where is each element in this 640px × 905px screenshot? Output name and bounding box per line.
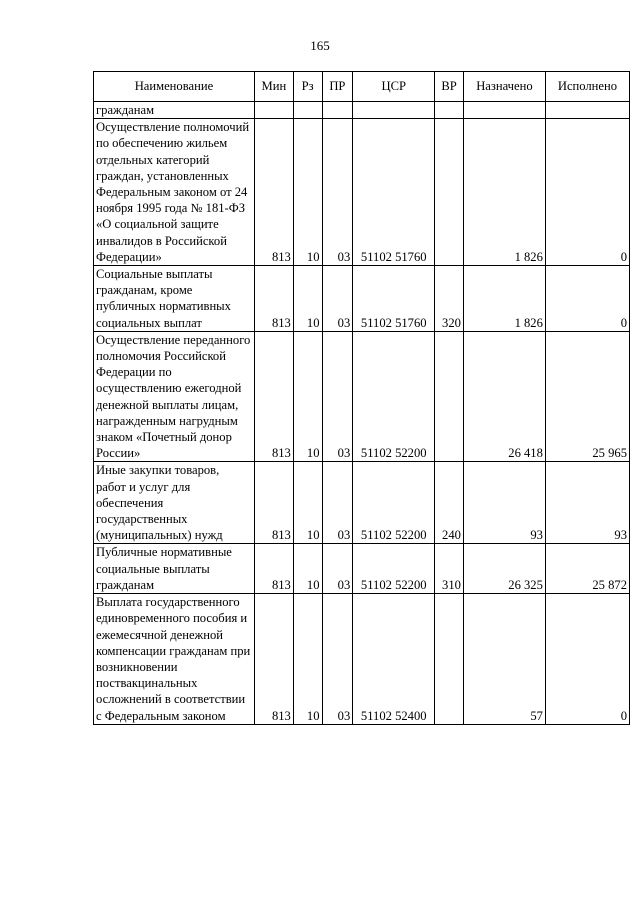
row-assigned: 26 325 — [463, 544, 545, 594]
header-pr: ПР — [322, 72, 353, 102]
row-name: Осуществление полномочий по обеспечению жильем отдельных категорий граждан, установленных Федеральным законом от 24 ноября 1995 года № 181-ФЗ «О социальной защите инвалидов в Российской Федерации» — [94, 119, 255, 266]
table-row — [94, 544, 630, 594]
row-min: 813 — [254, 594, 293, 725]
row-vr — [435, 331, 464, 462]
row-vr — [435, 119, 464, 266]
row-executed: 25 965 — [545, 331, 629, 462]
table-row — [94, 331, 630, 462]
row-rz: 10 — [293, 119, 322, 266]
header-vr: ВР — [435, 72, 464, 102]
row-executed: 25 872 — [545, 544, 629, 594]
header-assigned: Назначено — [463, 72, 545, 102]
budget-table — [93, 71, 630, 725]
row-rz: 10 — [293, 462, 322, 544]
row-executed: 0 — [545, 594, 629, 725]
row-name: Социальные выплаты гражданам, кроме публичных нормативных социальных выплат — [94, 266, 255, 332]
header-row — [94, 72, 630, 102]
row-pr: 03 — [322, 544, 353, 594]
row-min: 813 — [254, 266, 293, 332]
row-pr: 03 — [322, 462, 353, 544]
row-vr: 240 — [435, 462, 464, 544]
row-vr: 310 — [435, 544, 464, 594]
row-executed: 93 — [545, 462, 629, 544]
row-assigned: 93 — [463, 462, 545, 544]
row-name: Иные закупки товаров, работ и услуг для обеспечения государственных (муниципальных) нужд — [94, 462, 255, 544]
row-rz: 10 — [293, 266, 322, 332]
header-rz: Рз — [293, 72, 322, 102]
table-row — [94, 462, 630, 544]
row-rz: 10 — [293, 544, 322, 594]
continuation-row — [94, 102, 630, 119]
table-row — [94, 119, 630, 266]
header-name: Наименование — [94, 72, 255, 102]
row-csr: 51102 51760 — [353, 266, 435, 332]
row-rz: 10 — [293, 594, 322, 725]
row-csr: 51102 52200 — [353, 462, 435, 544]
row-csr: 51102 51760 — [353, 119, 435, 266]
row-executed: 0 — [545, 266, 629, 332]
row-min: 813 — [254, 544, 293, 594]
row-min: 813 — [254, 331, 293, 462]
header-csr: ЦСР — [353, 72, 435, 102]
row-assigned: 1 826 — [463, 119, 545, 266]
header-min: Мин — [254, 72, 293, 102]
row-vr: 320 — [435, 266, 464, 332]
row-pr: 03 — [322, 331, 353, 462]
row-assigned: 26 418 — [463, 331, 545, 462]
row-executed: 0 — [545, 119, 629, 266]
row-min: 813 — [254, 462, 293, 544]
continuation-text: гражданам — [94, 102, 255, 119]
row-rz: 10 — [293, 331, 322, 462]
row-assigned: 1 826 — [463, 266, 545, 332]
page-number: 165 — [310, 38, 330, 53]
row-csr: 51102 52400 — [353, 594, 435, 725]
row-assigned: 57 — [463, 594, 545, 725]
row-min: 813 — [254, 119, 293, 266]
row-pr: 03 — [322, 266, 353, 332]
row-pr: 03 — [322, 594, 353, 725]
table-row — [94, 594, 630, 725]
row-name: Публичные нормативные социальные выплаты гражданам — [94, 544, 255, 594]
row-csr: 51102 52200 — [353, 544, 435, 594]
row-name: Осуществление переданного полномочия Российской Федерации по осуществлению ежегодной денежной выплаты лицам, награжденным нагрудным знаком «Почетный донор России» — [94, 331, 255, 462]
row-name: Выплата государственного единовременного пособия и ежемесячной денежной компенсации гражданам при возникновении поствакцинальных осложнений в соответствии с Федеральным законом — [94, 594, 255, 725]
row-csr: 51102 52200 — [353, 331, 435, 462]
row-vr — [435, 594, 464, 725]
row-pr: 03 — [322, 119, 353, 266]
header-executed: Исполнено — [545, 72, 629, 102]
table-row — [94, 266, 630, 332]
